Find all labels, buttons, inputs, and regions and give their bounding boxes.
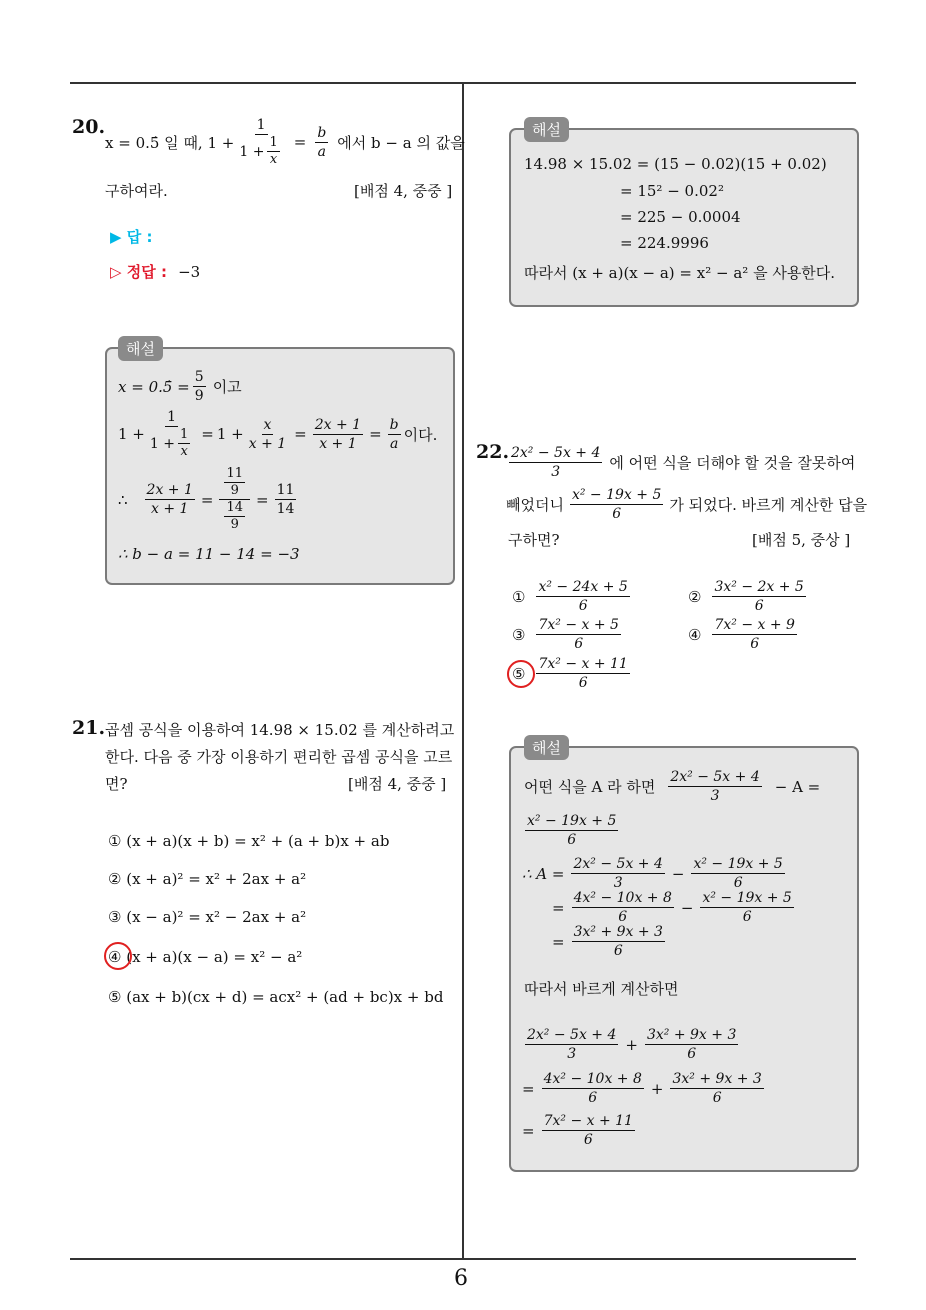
question-21-line2: 한다. 다음 중 가장 이용하기 편리한 곱셈 공식을 고르 (105, 748, 453, 766)
frac-num: b (389, 416, 399, 433)
question-20-line1 (105, 116, 465, 168)
frac-den: 6 (750, 636, 760, 652)
b-over-a-fraction (315, 124, 328, 161)
equals-sign: = (256, 490, 269, 509)
frac-num: 2x² − 5x + 4 (527, 1027, 617, 1043)
q22-option-3[interactable] (512, 616, 624, 653)
frac-den: x + 1 (248, 435, 287, 452)
frac-den: 6 (574, 636, 584, 652)
frac-den: a (389, 435, 399, 452)
sol22-l1-end: − A = (774, 777, 821, 796)
frac-den: 6 (687, 1046, 697, 1062)
equals-sign: = (293, 133, 307, 151)
option-mark: ② (688, 587, 702, 606)
option-mark: ④ (688, 625, 702, 644)
inner-den: 9 (230, 483, 239, 498)
frac-num: 7x² − x + 11 (538, 656, 628, 672)
frac-num: x² − 19x + 5 (527, 813, 617, 829)
q22-fraction-a (509, 444, 602, 481)
frac-one-plus: 1 + (239, 143, 265, 160)
inner-den: x (180, 444, 188, 459)
frac-num: 2x² − 5x + 4 (670, 769, 760, 785)
plus-sign: + (650, 1079, 664, 1098)
frac-den: 6 (733, 875, 743, 891)
solution-22-line5 (552, 923, 668, 960)
eleven-ninths (224, 466, 245, 499)
one-plus: 1 + (216, 425, 244, 443)
fraction-b (525, 812, 618, 849)
q20-text-b: 에서 b − a 의 값을 (337, 133, 465, 152)
frac-num: 7x² − x + 5 (538, 617, 619, 633)
solution-20-line4: ∴ b − a = 11 − 14 = −3 (118, 545, 300, 563)
solution-22-line6 (522, 1026, 741, 1063)
solution-22-line8 (522, 1112, 638, 1149)
fraction-b (691, 855, 784, 892)
inner-den: 9 (230, 517, 239, 532)
option-fraction (712, 578, 805, 615)
frac-num: 5 (194, 369, 204, 385)
correct-answer (110, 261, 200, 282)
solution-20-line1 (118, 368, 242, 405)
complex-fraction (148, 408, 195, 460)
solution-22-line2 (522, 812, 621, 849)
frac-den (148, 427, 195, 460)
frac-one-plus: 1 + (149, 435, 175, 452)
question-20-number: 20. (72, 116, 106, 138)
frac-num: 1 (167, 409, 177, 425)
option-fraction (536, 655, 629, 692)
solution-20-tag: 해설 (118, 336, 163, 361)
bottom-rule (70, 1258, 856, 1260)
x-over-x-plus-1 (247, 416, 288, 453)
fraction-d (572, 923, 665, 960)
q22-line1-text: 에 어떤 식을 더해야 할 것을 잘못하여 (609, 454, 856, 472)
frac-den: 3 (710, 788, 720, 804)
b-over-a (388, 416, 401, 453)
q22-option-2[interactable] (688, 578, 809, 615)
question-22-number: 22. (476, 441, 510, 463)
question-21-line1: 곱셈 공식을 이용하여 14.98 × 15.02 를 계산하려고 (105, 721, 455, 739)
frac-num: 2x² − 5x + 4 (573, 856, 663, 872)
inner-den: x (269, 152, 278, 167)
option-fraction (712, 616, 796, 653)
solution-20-line3 (118, 466, 299, 533)
question-20-score: [배점 4, 중중 ] (354, 182, 453, 200)
inner-num: 11 (226, 466, 244, 481)
solution-22-tag: 해설 (524, 735, 569, 760)
solution-22-line4 (552, 889, 797, 926)
frac-num: b (317, 124, 327, 141)
therefore-symbol: ∴ (118, 490, 128, 509)
sol20-l2-end: 이다. (403, 425, 438, 444)
equals-sign: = (552, 932, 565, 951)
answer-label: ▶ 답 : (110, 228, 153, 246)
frac-den: 3 (613, 875, 623, 891)
frac-den (219, 500, 250, 533)
frac-num: 7x² − x + 11 (543, 1113, 633, 1129)
fourteen-ninths (224, 500, 245, 533)
frac-num: 3x² − 2x + 5 (714, 579, 804, 595)
frac-num: 3x² + 9x + 3 (672, 1071, 762, 1087)
q21-option-4[interactable]: ④ (x + a)(x − a) = x² − a² (108, 948, 303, 966)
correct-value: −3 (178, 263, 201, 281)
frac-den: 6 (588, 1090, 598, 1106)
frac-den: 6 (578, 675, 588, 691)
solution-22-mid-text: 따라서 바르게 계산하면 (524, 980, 679, 998)
fraction-a (668, 768, 761, 805)
frac-num: x² − 24x + 5 (538, 579, 628, 595)
therefore-a: ∴ A = (522, 864, 565, 883)
2x-plus-1-over-x-plus-1 (313, 416, 363, 453)
frac-num: x (263, 416, 272, 433)
q20-text-a: x = 0.5̇ 일 때, 1 + (105, 133, 235, 152)
nested-11-9-over-14-9 (219, 466, 250, 533)
q22-option-4[interactable] (688, 616, 800, 653)
frac-num: 2x² − 5x + 4 (511, 445, 601, 461)
equals-sign: = (200, 490, 214, 509)
question-20-line2: 구하여라. (105, 182, 168, 200)
frac-num: 4x² − 10x + 8 (543, 1071, 642, 1087)
frac-num: 2x + 1 (146, 482, 193, 498)
frac-num: x² − 19x + 5 (693, 856, 783, 872)
fraction-e (542, 1112, 635, 1149)
fraction-c (542, 1070, 644, 1107)
option-mark: ⑤ (512, 664, 526, 683)
equals-sign: = (369, 425, 382, 443)
fraction-d (645, 1026, 738, 1063)
equals-sign: = (522, 1121, 535, 1140)
q21-answer-circle (104, 942, 132, 970)
q22-line2-end: 가 되었다. 바르게 계산한 답을 (669, 496, 868, 514)
question-21-score: [배점 4, 중중 ] (348, 775, 447, 793)
frac-den: 6 (618, 909, 628, 925)
q21-option-5[interactable]: ⑤ (ax + b)(cx + d) = acx² + (ad + bc)x + bd (108, 988, 444, 1006)
option-fraction (536, 616, 620, 653)
inner-num: 1 (179, 427, 189, 442)
frac-num: 4x² − 10x + 8 (573, 890, 672, 906)
option-fraction (536, 578, 629, 615)
q20-complex-fraction (237, 116, 284, 168)
question-21-line3: 면? (105, 775, 128, 793)
frac-num: x² − 19x + 5 (702, 890, 792, 906)
question-21-number: 21. (72, 717, 106, 739)
solution-21-line4: = 224.9996 (620, 234, 709, 252)
frac-den: 14 (276, 501, 295, 517)
frac-den: 6 (712, 1090, 722, 1106)
inner-fraction (267, 135, 279, 168)
frac-den: x + 1 (151, 501, 189, 517)
fraction-b (700, 889, 793, 926)
fraction-a (525, 1026, 618, 1063)
fraction-a (571, 855, 664, 892)
five-ninths-fraction (193, 368, 206, 405)
fraction-c (572, 889, 674, 926)
inner-num: 1 (269, 135, 278, 150)
solution-22-line7 (522, 1070, 767, 1107)
frac-den: a (317, 143, 326, 160)
option-mark: ① (512, 587, 526, 606)
one-plus: 1 + (118, 425, 145, 443)
solution-21-line1: 14.98 × 15.02 = (15 − 0.02)(15 + 0.02) (524, 155, 827, 173)
q21-option-3[interactable]: ③ (x − a)² = x² − 2ax + a² (108, 908, 307, 926)
frac-den: 6 (742, 909, 752, 925)
frac-den: 6 (567, 832, 577, 848)
correct-label: ▷ 정답 : (110, 263, 167, 281)
frac-den (237, 135, 284, 168)
frac-num: 3x² + 9x + 3 (573, 924, 663, 940)
sol22-l1-text: 어떤 식을 A 라 하면 (524, 778, 656, 796)
equals-sign: = (552, 898, 565, 917)
equals-sign: = (294, 425, 307, 443)
frac-num: 1 (256, 117, 266, 133)
question-22-line2 (506, 486, 867, 523)
frac-den: 3 (567, 1046, 577, 1062)
solution-22-line1 (524, 768, 820, 805)
frac-num: 11 (276, 482, 295, 498)
frac-num: x² − 19x + 5 (571, 487, 662, 503)
q21-option-2[interactable]: ② (x + a)² = x² + 2ax + a² (108, 870, 307, 888)
frac-num: 3x² + 9x + 3 (646, 1027, 737, 1043)
equals-sign: = (201, 425, 214, 443)
q22-line2-start: 빼었더니 (506, 496, 564, 514)
q22-option-1[interactable] (512, 578, 633, 615)
q22-fraction-b (570, 486, 663, 523)
sol20-l1-end: 이고 (212, 378, 242, 396)
frac-num: 7x² − x + 9 (714, 617, 795, 633)
frac-den: 6 (578, 598, 588, 614)
solution-22-line3 (522, 855, 788, 892)
frac-num: 2x + 1 (314, 416, 362, 433)
eleven-fourteenths (275, 481, 297, 518)
2x-plus-1-over-x-plus-1 (145, 481, 195, 518)
inner-num: 14 (226, 500, 244, 515)
fraction-d (670, 1070, 763, 1107)
solution-20-line2 (118, 408, 437, 460)
center-divider (462, 82, 464, 1259)
minus-sign: − (680, 898, 694, 917)
frac-den: 3 (551, 464, 561, 480)
inner-fraction (178, 427, 190, 460)
frac-den: 6 (583, 1132, 593, 1148)
sol20-l1: x = 0.5̇ = (118, 377, 190, 396)
q21-option-1[interactable]: ① (x + a)(x + b) = x² + (a + b)x + ab (108, 832, 390, 850)
page-number: 6 (454, 1266, 468, 1291)
solution-21-line2: = 15² − 0.02² (620, 182, 724, 200)
equals-sign: = (522, 1079, 535, 1098)
frac-den: x + 1 (319, 435, 357, 452)
option-mark: ③ (512, 625, 526, 644)
frac-den: 6 (754, 598, 764, 614)
solution-21-line5: 따라서 (x + a)(x − a) = x² − a² 을 사용한다. (524, 264, 836, 282)
question-22-line3: 구하면? (508, 531, 560, 549)
solution-21-line3: = 225 − 0.0004 (620, 208, 741, 226)
frac-num (219, 466, 250, 500)
plus-sign: + (625, 1035, 638, 1054)
frac-den: 6 (612, 506, 622, 522)
question-22-score: [배점 5, 중상 ] (752, 531, 851, 549)
minus-sign: − (671, 864, 685, 883)
q22-answer-circle (507, 660, 535, 688)
question-22-line1 (506, 444, 855, 481)
frac-den: 9 (194, 388, 204, 404)
solution-21-tag: 해설 (524, 117, 569, 142)
frac-den: 6 (613, 943, 623, 959)
